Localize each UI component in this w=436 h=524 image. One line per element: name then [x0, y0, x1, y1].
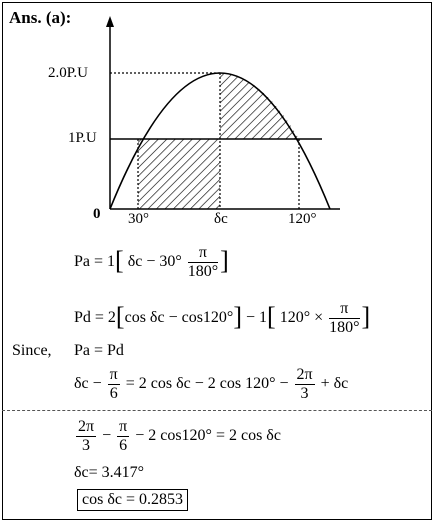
since-equation: Pa = Pd — [74, 342, 124, 359]
final-answer-box: cos δc = 0.2853 — [77, 489, 188, 511]
equation-pd: Pd = 2[cos δc − cos120°] − 1[ 120° × $\frac{\pi}{180^\circ}$ ] — [74, 300, 371, 336]
pd-minus-one: − 1 — [245, 309, 268, 327]
y-axis-arrow — [106, 16, 114, 27]
answer-heading: Ans. (a): — [9, 8, 72, 27]
pa-lhs: Pa = 1 — [74, 253, 116, 271]
pd-cos-part: cos δc − cos120° — [124, 309, 234, 327]
pa-minus-term: − 30° — [146, 253, 182, 271]
since-label: Since, — [12, 342, 52, 359]
pa-delta: δc — [127, 253, 143, 271]
equation-pa: Pa = 1[ δc − 30° $\frac{\pi}{180^\circ}$ ] — [74, 244, 229, 280]
pd-fraction: $\frac{\pi}{180^\circ}$ — [329, 300, 360, 336]
shaded-area-accelerating — [138, 139, 220, 209]
pd-lhs: Pd = 2 — [74, 309, 116, 327]
power-angle-graph — [0, 0, 436, 240]
pd-term: 120° × — [279, 309, 324, 327]
equation-delta-value: δc= 3.417° — [74, 464, 145, 481]
x-label-delta-c: δc — [214, 211, 228, 227]
shaded-area-decelerating — [220, 73, 299, 139]
x-label-30: 30° — [128, 211, 149, 227]
equation-3: δc − $\frac{\pi}{6}$ = 2 cos δc − 2 cos 120° − $\frac{2\pi}{3}$ + δc — [74, 366, 349, 402]
y-label-2pu: 2.0P.U — [48, 65, 89, 81]
y-label-1pu: 1P.U — [68, 130, 97, 146]
pa-fraction: $\frac{\pi}{180^\circ}$ — [187, 244, 219, 280]
x-label-120: 120° — [288, 211, 317, 227]
section-divider — [2, 410, 432, 411]
equation-4: $\frac{2\pi}{3}$ − $\frac{\pi}{6}$ − 2 cos120° = 2 cos δc — [78, 418, 281, 454]
x-label-origin: 0 — [93, 206, 101, 222]
